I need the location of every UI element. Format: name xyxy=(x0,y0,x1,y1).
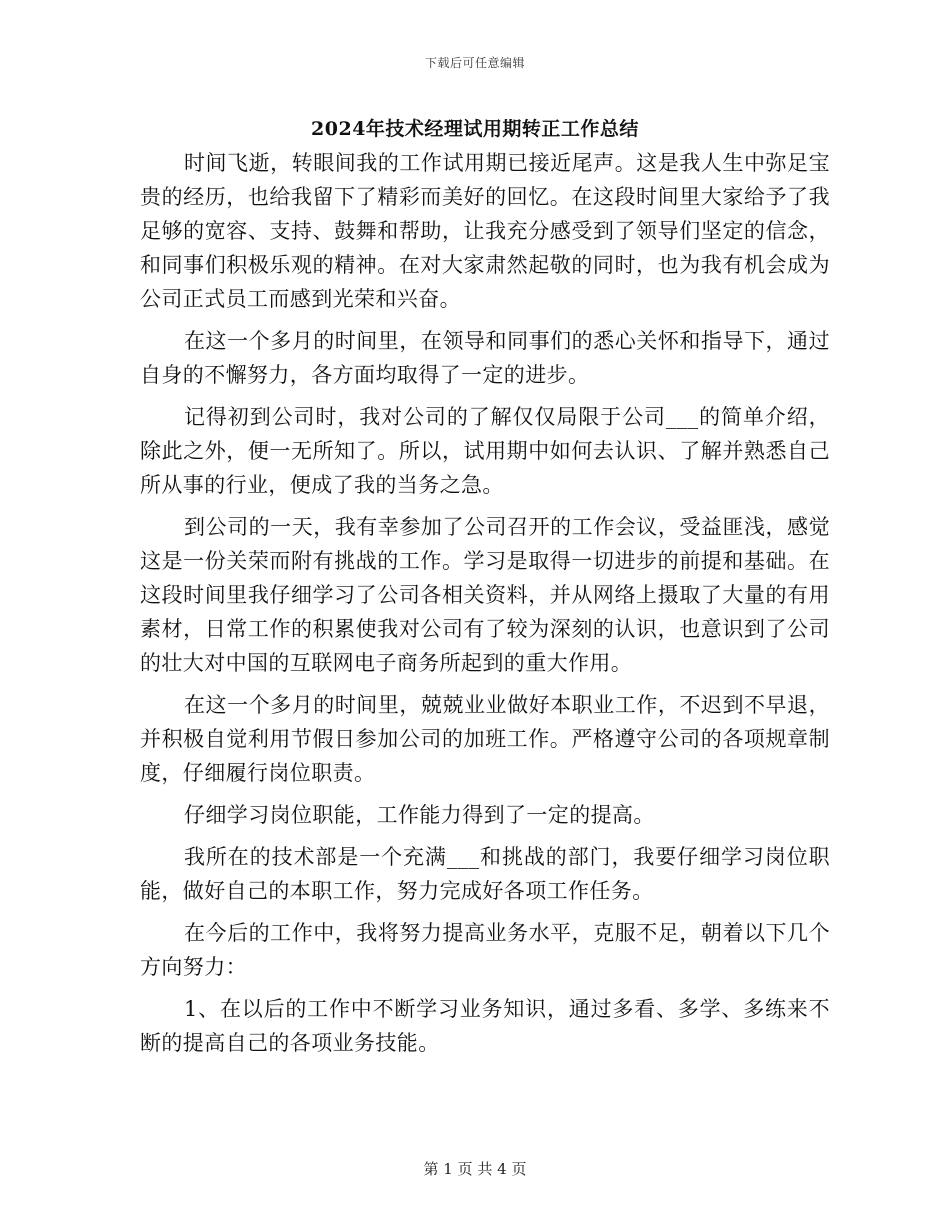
document-title: 2024年技术经理试用期转正工作总结 xyxy=(311,118,639,140)
document-body xyxy=(140,146,830,1060)
paragraph-7: 我所在的技术部是一个充满___和挑战的部门，我要仔细学习岗位职能，做好自己的本职工作，努力完成好各项工作任务。 xyxy=(140,845,830,903)
page-footer: 第 1 页 共 4 页 xyxy=(423,1160,527,1178)
paragraph-5: 在这一个多月的时间里，兢兢业业做好本职业工作，不迟到不早退，并积极自觉利用节假日参加公司的加班工作。严格遵守公司的各项规章制度，仔细履行岗位职责。 xyxy=(140,693,830,785)
paragraph-4: 到公司的一天，我有幸参加了公司召开的工作会议，受益匪浅，感觉这是一份关荣而附有挑战的工作。学习是取得一切进步的前提和基础。在这段时间里我仔细学习了公司各相关资料，并从网络上摄取了大量的有用素材，日常工作的积累使我对公司有了较为深刻的认识，也意识到了公司的壮大对中国的互联网电子商务所起到的重大作用。 xyxy=(140,515,830,675)
paragraph-8: 在今后的工作中，我将努力提高业务水平，克服不足，朝着以下几个方向努力： xyxy=(140,921,830,979)
paragraph-2: 在这一个多月的时间里，在领导和同事们的悉心关怀和指导下，通过自身的不懈努力，各方面均取得了一定的进步。 xyxy=(140,329,830,387)
paragraph-1: 时间飞逝，转眼间我的工作试用期已接近尾声。这是我人生中弥足宝贵的经历，也给我留下了精彩而美好的回忆。在这段时间里大家给予了我足够的宽容、支持、鼓舞和帮助，让我充分感受到了领导们坚定的信念，和同事们积极乐观的精神。在对大家肃然起敬的同时，也为我有机会成为公司正式员工而感到光荣和兴奋。 xyxy=(140,151,830,311)
paragraph-6: 仔细学习岗位职能，工作能力得到了一定的提高。 xyxy=(184,803,655,827)
paragraph-3: 记得初到公司时，我对公司的了解仅仅局限于公司___的简单介绍，除此之外，便一无所知了。所以，试用期中如何去认识、了解并熟悉自己所从事的行业，便成了我的当务之急。 xyxy=(140,405,830,497)
header-note: 下载后可任意编辑 xyxy=(424,56,525,70)
paragraph-9: 1、在以后的工作中不断学习业务知识，通过多看、多学、多练来不断的提高自己的各项业务技能。 xyxy=(140,997,830,1055)
